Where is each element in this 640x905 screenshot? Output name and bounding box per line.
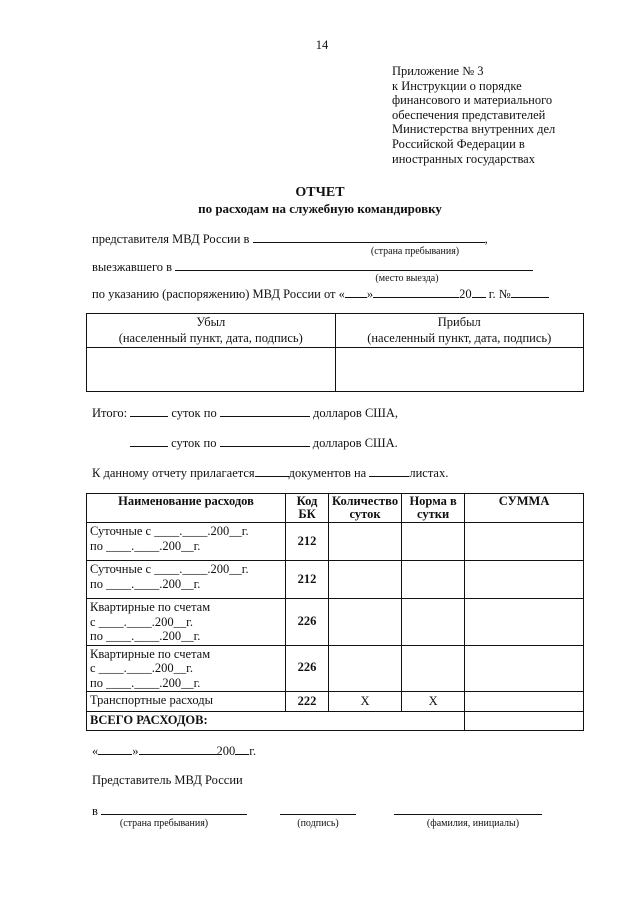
departure-field[interactable] (175, 259, 533, 271)
signature-country-field[interactable] (101, 803, 247, 815)
expense-line: Транспортные расходы (90, 693, 214, 707)
header-norm: Норма в сутки (402, 494, 465, 523)
signature-caption: (подпись) (297, 818, 339, 829)
expense-name-cell (87, 561, 286, 599)
expense-count-cell[interactable] (329, 599, 402, 646)
expense-count-cell[interactable] (329, 523, 402, 561)
comma: , (484, 232, 488, 246)
report-title: ОТЧЕТ (295, 185, 345, 200)
rate-field-1[interactable] (220, 405, 310, 417)
table-row (87, 599, 584, 646)
expense-sum-cell[interactable] (465, 645, 584, 692)
appendix-block (392, 64, 632, 166)
total-sum-cell[interactable] (465, 712, 584, 731)
arrived-head-label: Прибыл (437, 315, 481, 329)
expense-sum-cell[interactable] (465, 692, 584, 712)
expense-norm-cell[interactable] (402, 645, 465, 692)
expense-name-cell (87, 523, 286, 561)
date-month-field[interactable] (139, 743, 217, 755)
total-row (87, 712, 584, 731)
appendix-line: финансового и материального (392, 93, 553, 108)
signature-country-caption: (страна пребывания) (119, 818, 209, 829)
page-number: 14 (315, 38, 329, 52)
expense-code: 226 (286, 645, 329, 692)
departed-head-label: Убыл (196, 315, 226, 329)
expense-count-cell[interactable] (329, 561, 402, 599)
sheets-count-field[interactable] (369, 465, 409, 477)
expenses-header-row (87, 494, 584, 523)
table-row (87, 523, 584, 561)
appendix-line: обеспечения представителей (392, 107, 546, 122)
days-field-1[interactable] (130, 405, 168, 417)
attachment-suffix: листах. (409, 466, 449, 480)
attachment-prefix: К данному отчету прилагается (92, 466, 255, 480)
expense-line: по ____.____.200__г. (90, 629, 201, 643)
expense-norm-cell: Х (402, 692, 465, 712)
order-number-field[interactable] (511, 286, 549, 298)
expense-sum-cell[interactable] (465, 523, 584, 561)
order-year-field[interactable] (472, 286, 486, 298)
days-label-2: суток по (171, 436, 217, 450)
arrived-sub-label: (населенный пункт, дата, подпись) (367, 330, 552, 345)
date-year: 200 (216, 744, 236, 758)
departed-cell[interactable] (87, 348, 336, 392)
table-row (87, 692, 584, 712)
order-day-field[interactable] (345, 286, 367, 298)
departed-label: выезжавшего в (92, 260, 173, 274)
date-suffix: г. (249, 744, 257, 758)
usd-label-2: долларов США. (312, 436, 398, 450)
expense-line: Суточные с ____.____.200__г. (90, 562, 249, 576)
expense-norm-cell[interactable] (402, 599, 465, 646)
travel-entry-row (87, 348, 584, 392)
expense-line: по ____.____.200__г. (90, 576, 201, 591)
expenses-table (86, 493, 584, 731)
arrived-cell[interactable] (335, 348, 584, 392)
expense-line: с ____.____.200__г. (90, 661, 194, 675)
country-field[interactable] (253, 231, 485, 243)
country-caption: (страна пребывания) (370, 246, 460, 257)
representative-row (92, 231, 612, 248)
in-label: в (92, 804, 98, 818)
attachment-row (92, 465, 448, 482)
expense-line: по ____.____.200__г. (90, 538, 201, 553)
attachment-mid: документов на (288, 466, 367, 480)
departed-header (87, 314, 336, 348)
header-count: Количество суток (329, 494, 402, 523)
appendix-line: Приложение № 3 (392, 64, 484, 78)
expense-line: Квартирные по счетам (90, 600, 211, 614)
signature-field[interactable] (280, 803, 356, 815)
header-sum: СУММА (465, 494, 584, 523)
usd-label-1: долларов США, (312, 406, 399, 420)
expense-code: 212 (286, 523, 329, 561)
table-row (87, 561, 584, 599)
order-month-field[interactable] (373, 286, 459, 298)
expense-code: 226 (286, 599, 329, 646)
travel-header-row (87, 314, 584, 348)
totals-row-2 (130, 435, 398, 452)
total-label: ВСЕГО РАСХОДОВ: (87, 712, 465, 731)
appendix-line: Российской Федерации в (392, 136, 525, 151)
documents-count-field[interactable] (255, 465, 289, 477)
date-day-field[interactable] (98, 743, 132, 755)
order-mid: » (366, 287, 374, 301)
representative-label: представителя МВД России в (92, 232, 250, 246)
departed-sub-label: (населенный пункт, дата, подпись) (118, 330, 303, 345)
itogo-label: Итого: (92, 406, 128, 420)
date-close: » (132, 744, 139, 758)
departure-caption: (место выезда) (375, 273, 439, 284)
rate-field-2[interactable] (220, 435, 310, 447)
order-row (92, 286, 612, 303)
full-name-field[interactable] (394, 803, 542, 815)
arrived-header (335, 314, 584, 348)
expense-norm-cell[interactable] (402, 523, 465, 561)
expense-line: Суточные с ____.____.200__г. (90, 524, 249, 538)
header-code: Код БК (286, 494, 329, 523)
order-prefix: по указанию (распоряжению) МВД России от « (92, 287, 345, 301)
expense-sum-cell[interactable] (465, 599, 584, 646)
expense-norm-cell[interactable] (402, 561, 465, 599)
expense-line: Квартирные по счетам (90, 646, 211, 661)
date-open: « (92, 744, 99, 758)
travel-table (86, 313, 584, 392)
order-suffix: г. № (488, 287, 511, 301)
appendix-line: к Инструкции о порядке (392, 78, 522, 93)
expense-name-cell (87, 599, 286, 646)
days-field-2[interactable] (130, 435, 168, 447)
date-row (92, 743, 256, 760)
days-label-1: суток по (171, 406, 217, 420)
expense-line: с ____.____.200__г. (90, 614, 194, 629)
table-row (87, 645, 584, 692)
appendix-line: Министерства внутренних дел (392, 122, 556, 137)
expense-count-cell: Х (329, 692, 402, 712)
expense-sum-cell[interactable] (465, 561, 584, 599)
header-name: Наименование расходов (87, 494, 286, 523)
report-subtitle: по расходам на служебную командировку (198, 201, 442, 216)
expense-code: 222 (286, 692, 329, 712)
expense-code: 212 (286, 561, 329, 599)
representative-signature-label: Представитель МВД России (92, 773, 243, 787)
totals-row-1 (92, 405, 398, 422)
appendix-line: иностранных государствах (392, 151, 535, 166)
expense-name-cell (87, 692, 286, 712)
expense-count-cell[interactable] (329, 645, 402, 692)
expense-name-cell (87, 645, 286, 692)
expense-line: по ____.____.200__г. (90, 675, 201, 690)
name-caption: (фамилия, инициалы) (426, 818, 520, 829)
date-year-field[interactable] (235, 743, 249, 755)
order-year: 20 (459, 287, 472, 301)
